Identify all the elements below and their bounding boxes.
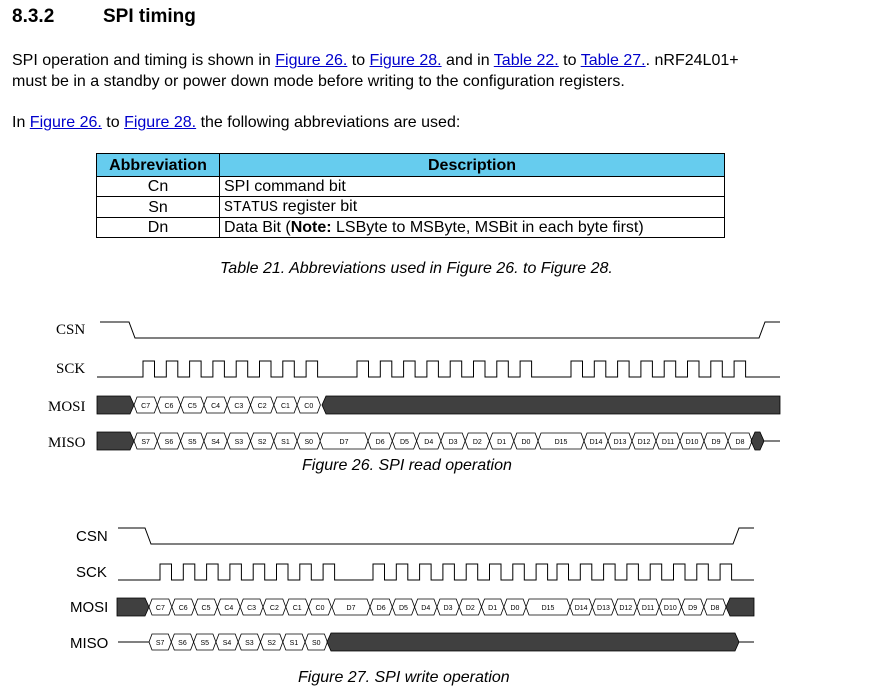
fig27-miso-s4-label: S4 <box>222 640 232 647</box>
fig27-mosi-c0-label: C0 <box>315 605 325 612</box>
fig27-mosi-d5-label: D5 <box>398 605 408 612</box>
text: to <box>347 52 370 69</box>
fig26-mosi-c0-label: C0 <box>304 403 314 410</box>
table-cell: SPI command bit <box>220 177 725 197</box>
fig27-miso-s3-label: S3 <box>245 640 254 647</box>
link-figure-28[interactable]: Figure 28. <box>124 114 197 131</box>
fig27-miso-s1-label: S1 <box>289 640 299 647</box>
fig27-mosi-d2-label: D2 <box>465 605 475 612</box>
table-caption: Table 21. Abbreviations used in Figure 26. to Figure 28. <box>220 260 613 277</box>
fig26-miso-idle <box>97 432 134 450</box>
fig26-miso-d4-label: D4 <box>424 439 434 446</box>
fig26-sck-label: SCK <box>56 361 86 377</box>
text: the following abbreviations are used: <box>196 114 461 131</box>
text: to <box>558 52 581 69</box>
text: SPI operation and timing is shown in <box>12 52 276 69</box>
link-figure-28[interactable]: Figure 28. <box>369 52 442 69</box>
fig27-mosi-d13-label: D13 <box>597 605 610 612</box>
fig26-miso-s6-label: S6 <box>164 439 174 446</box>
fig27-mosi-c2-label: C2 <box>269 605 279 612</box>
fig27-miso-dontcare <box>327 633 739 651</box>
text: and in <box>441 52 494 69</box>
link-figure-26[interactable]: Figure 26. <box>29 114 102 131</box>
fig27-mosi-end <box>726 598 754 616</box>
fig26-mosi-c6-label: C6 <box>164 403 174 410</box>
fig27-mosi-d0-label: D0 <box>510 605 520 612</box>
fig27-csn-wave <box>118 528 754 544</box>
fig27-mosi-idle <box>117 598 149 616</box>
fig27-miso-s5-label: S5 <box>200 640 210 647</box>
fig27-mosi-c3-label: C3 <box>247 605 257 612</box>
fig26-miso-d13-label: D13 <box>613 439 627 446</box>
fig26-miso-d12-label: D12 <box>637 439 651 446</box>
fig26-mosi-dontcare <box>322 396 780 414</box>
text: to <box>101 114 125 131</box>
fig26-miso-d9-label: D9 <box>711 439 721 446</box>
fig27-mosi-d8-label: D8 <box>710 605 720 612</box>
link-table-22[interactable]: Table 22. <box>493 52 559 69</box>
fig26-miso-d8-label: D8 <box>735 439 745 446</box>
register-name: STATUS <box>224 199 279 216</box>
section-number: 8.3.2 <box>12 6 55 27</box>
fig26-miso-d6-label: D6 <box>375 439 385 446</box>
fig26-miso-end <box>751 432 764 450</box>
fig27-miso-s0-label: S0 <box>311 640 321 647</box>
text: LSByte to MSByte, MSBit in each byte first) <box>331 219 644 236</box>
fig27-mosi-d9-label: D9 <box>688 605 698 612</box>
fig26-miso-s4-label: S4 <box>211 439 220 446</box>
fig26-miso-d3-label: D3 <box>448 439 458 446</box>
fig26-mosi-c5-label: C5 <box>187 403 197 410</box>
fig26-mosi-c1-label: C1 <box>280 403 290 410</box>
fig27-mosi-c5-label: C5 <box>201 605 211 612</box>
fig27-mosi-d6-label: D6 <box>376 605 386 612</box>
fig27-mosi-d4-label: D4 <box>421 605 431 612</box>
fig26-miso-d7-label: D7 <box>339 439 349 446</box>
fig26-miso-d1-label: D1 <box>497 439 507 446</box>
fig27-mosi-d1-label: D1 <box>488 605 498 612</box>
fig26-miso-d2-label: D2 <box>472 439 482 446</box>
fig27-mosi-d3-label: D3 <box>443 605 453 612</box>
fig27-mosi-d12-label: D12 <box>619 605 633 612</box>
text: . nRF24L01+ <box>645 52 739 69</box>
fig27-sck-label: SCK <box>76 564 107 581</box>
fig26-miso-s2-label: S2 <box>257 439 267 446</box>
fig26-miso-s3-label: S3 <box>234 439 244 446</box>
fig26-miso-d14-label: D14 <box>589 439 603 446</box>
table-cell: Cn <box>97 177 220 197</box>
fig26-miso-s7-label: S7 <box>141 439 150 446</box>
fig26-mosi-c3-label: C3 <box>234 403 244 410</box>
text: must be in a standby or power down mode before writing to the configuration registers. <box>12 73 625 90</box>
fig27-mosi-d10-label: D10 <box>663 605 677 612</box>
fig26-sck-wave <box>97 361 780 377</box>
fig27-mosi-d14-label: D14 <box>574 605 588 612</box>
fig26-miso-d15-label: D15 <box>554 439 568 446</box>
text: register bit <box>278 198 358 215</box>
text: Data Bit ( <box>224 219 291 236</box>
fig26-csn-wave <box>100 322 780 338</box>
figure-26-caption: Figure 26. SPI read operation <box>302 457 512 474</box>
fig27-sck-wave <box>118 564 754 580</box>
fig26-miso-d5-label: D5 <box>399 439 409 446</box>
link-figure-26[interactable]: Figure 26. <box>275 52 348 69</box>
fig26-csn-label: CSN <box>56 322 86 338</box>
figure-27-caption: Figure 27. SPI write operation <box>298 669 510 686</box>
fig27-miso-label: MISO <box>70 635 109 652</box>
column-header: Abbreviation <box>97 154 220 177</box>
fig27-mosi-c7-label: C7 <box>155 605 165 612</box>
fig26-mosi-c2-label: C2 <box>257 403 267 410</box>
fig26-miso-d0-label: D0 <box>521 439 531 446</box>
fig27-mosi-d11-label: D11 <box>641 605 655 612</box>
fig26-miso-s1-label: S1 <box>281 439 290 446</box>
fig26-mosi-idle <box>97 396 134 414</box>
fig27-miso-s7-label: S7 <box>155 640 165 647</box>
fig26-mosi-c7-label: C7 <box>141 403 151 410</box>
fig27-mosi-c1-label: C1 <box>292 605 302 612</box>
fig26-miso-s5-label: S5 <box>187 439 197 446</box>
fig26-mosi-label: MOSI <box>48 399 86 415</box>
fig26-mosi-c4-label: C4 <box>211 403 221 410</box>
fig26-miso-s0-label: S0 <box>304 439 314 446</box>
fig27-mosi-label: MOSI <box>70 599 109 616</box>
table-cell: Dn <box>97 218 220 238</box>
fig27-csn-label: CSN <box>76 528 108 545</box>
note-label: Note: <box>290 219 332 236</box>
fig26-miso-d10-label: D10 <box>685 439 699 446</box>
table-cell: Sn <box>97 197 220 218</box>
text: In <box>12 114 30 131</box>
fig27-mosi-d15-label: D15 <box>541 605 555 612</box>
fig27-mosi-d7-label: D7 <box>346 605 356 612</box>
fig27-mosi-c6-label: C6 <box>178 605 188 612</box>
fig27-miso-s2-label: S2 <box>267 640 276 647</box>
column-header: Description <box>220 154 725 177</box>
fig27-mosi-c4-label: C4 <box>224 605 234 612</box>
fig26-miso-d11-label: D11 <box>661 439 675 446</box>
section-title: SPI timing <box>103 6 196 27</box>
link-table-27[interactable]: Table 27. <box>580 52 646 69</box>
fig27-miso-s6-label: S6 <box>178 640 187 647</box>
fig26-miso-label: MISO <box>48 435 86 451</box>
